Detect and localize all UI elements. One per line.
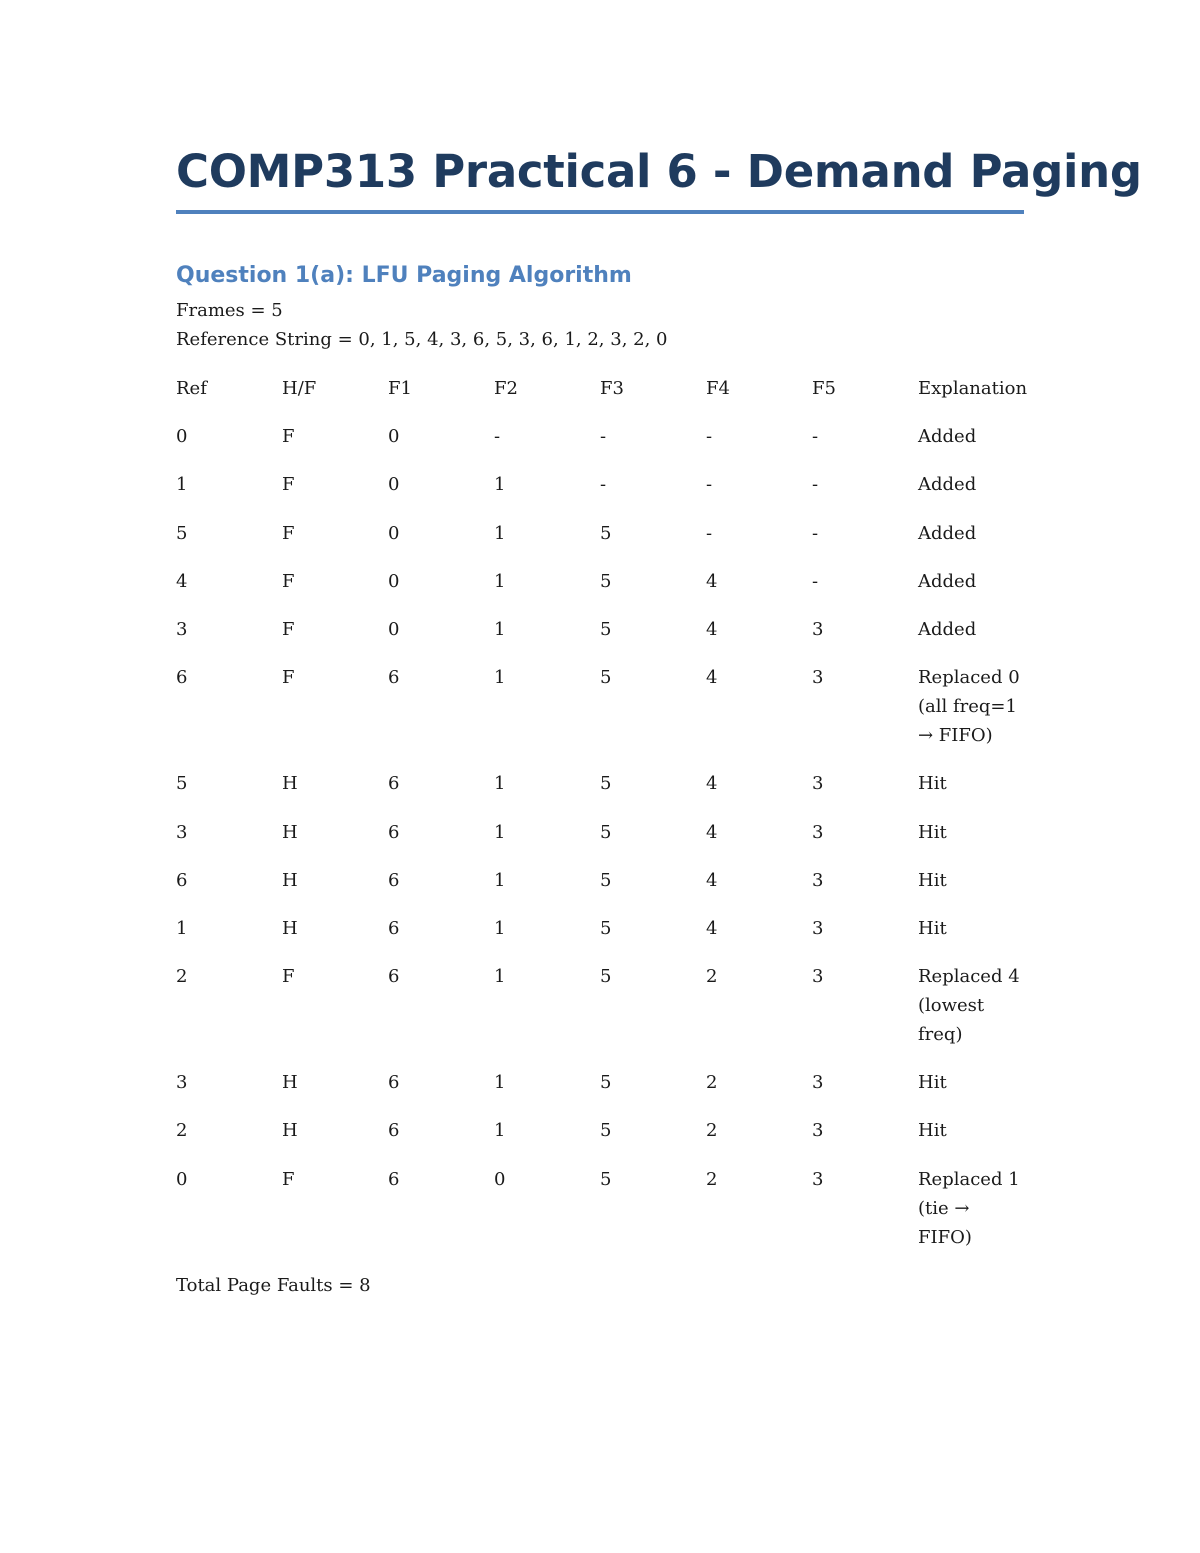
cell-frame-5: - [812,570,819,592]
cell-frame-5: 3 [812,1072,824,1094]
document-page [176,140,1142,1318]
table-row [176,962,1024,1068]
paging-table [176,374,1028,1271]
cell-frame-2: 1 [494,773,506,795]
cell-frame-1: 6 [388,1072,400,1094]
cell-frame-1: 6 [388,773,400,795]
cell-frame-3: - [600,426,607,448]
cell-frame-4: - [706,426,713,448]
cell-frame-1: 6 [388,1168,400,1190]
cell-frame-4: 4 [706,570,718,592]
cell-frame-5: - [812,474,819,496]
header-ref: Ref [176,378,207,399]
cell-frame-1: 6 [388,821,400,843]
cell-frame-4: 2 [706,966,718,988]
cell-ref: 0 [176,426,188,448]
cell-frame-1: 6 [388,869,400,891]
cell-explanation: Hit [918,869,947,891]
table-row [176,663,1024,769]
cell-frame-3: 5 [600,966,612,988]
cell-ref: 3 [176,1072,188,1094]
cell-frame-3: 5 [600,667,612,689]
header-frame-1: F1 [388,378,412,399]
cell-frame-1: 6 [388,667,400,689]
cell-frame-4: 4 [706,618,718,640]
header-explanation: Explanation [918,378,1028,399]
cell-hit-fault: H [282,869,298,891]
cell-hit-fault: H [282,1120,298,1142]
header-frame-4: F4 [706,378,730,399]
table-row [176,769,1024,817]
cell-frame-2: 0 [494,1168,506,1190]
cell-explanation: Added [918,426,977,448]
cell-frame-4: - [706,522,713,544]
question-info [176,296,1024,354]
cell-frame-4: 4 [706,869,718,891]
cell-explanation: Added [918,522,977,544]
cell-frame-1: 0 [388,618,400,640]
cell-frame-5: 3 [812,773,824,795]
table-row [176,519,1024,567]
cell-frame-4: 2 [706,1168,718,1190]
cell-hit-fault: F [282,570,295,592]
cell-ref: 2 [176,1120,188,1142]
header-hit-fault: H/F [282,378,317,399]
cell-frame-4: 4 [706,773,718,795]
cell-frame-1: 0 [388,570,400,592]
cell-frame-5: 3 [812,667,824,689]
cell-hit-fault: H [282,917,298,939]
cell-frame-1: 6 [388,1120,400,1142]
cell-frame-1: 0 [388,474,400,496]
cell-explanation: Added [918,474,977,496]
cell-frame-3: - [600,474,607,496]
cell-frame-5: 3 [812,966,824,988]
cell-frame-4: 2 [706,1072,718,1094]
cell-frame-5: 3 [812,821,824,843]
cell-ref: 3 [176,618,188,640]
cell-hit-fault: F [282,618,295,640]
cell-ref: 5 [176,522,188,544]
cell-hit-fault: F [282,522,295,544]
cell-frame-5: 3 [812,1120,824,1142]
cell-frame-3: 5 [600,917,612,939]
cell-ref: 6 [176,667,188,689]
cell-frame-3: 5 [600,618,612,640]
cell-frame-2: 1 [494,869,506,891]
cell-hit-fault: F [282,1168,295,1190]
cell-ref: 1 [176,474,188,496]
cell-frame-2: 1 [494,1072,506,1094]
total-page-faults: Total Page Faults = 8 [176,1274,371,1296]
table-row [176,818,1024,866]
cell-frame-2: 1 [494,618,506,640]
cell-frame-1: 0 [388,426,400,448]
table-row [176,615,1024,663]
cell-ref: 5 [176,773,188,795]
header-frame-5: F5 [812,378,836,399]
cell-frame-2: 1 [494,966,506,988]
cell-frame-3: 5 [600,869,612,891]
table-header-row [176,374,1024,422]
cell-hit-fault: H [282,821,298,843]
cell-hit-fault: F [282,426,295,448]
cell-ref: 6 [176,869,188,891]
table-body [176,422,1024,1271]
cell-explanation: Hit [918,1072,947,1094]
cell-frame-5: 3 [812,917,824,939]
cell-frame-2: 1 [494,821,506,843]
cell-ref: 3 [176,821,188,843]
cell-frame-3: 5 [600,821,612,843]
table-row [176,866,1024,914]
cell-explanation: Hit [918,917,947,939]
table-row [176,1116,1024,1164]
cell-frame-5: - [812,522,819,544]
table-row [176,1165,1024,1271]
cell-ref: 1 [176,917,188,939]
cell-hit-fault: H [282,1072,298,1094]
cell-frame-5: 3 [812,1168,824,1190]
cell-hit-fault: F [282,667,295,689]
document-title: COMP313 Practical 6 - Demand Paging [176,140,1024,214]
cell-frame-2: 1 [494,474,506,496]
cell-frame-3: 5 [600,1168,612,1190]
cell-frame-5: 3 [812,869,824,891]
reference-string-line: Reference String = 0, 1, 5, 4, 3, 6, 5, 3, 6, 1, 2, 3, 2, 0 [176,329,668,350]
cell-frame-4: 4 [706,667,718,689]
cell-frame-1: 0 [388,522,400,544]
section-heading: Question 1(a): LFU Paging Algorithm [176,263,632,288]
cell-ref: 4 [176,570,188,592]
cell-frame-2: - [494,426,501,448]
cell-explanation: Added [918,618,977,640]
cell-frame-5: 3 [812,618,824,640]
cell-frame-4: 4 [706,917,718,939]
cell-hit-fault: F [282,966,295,988]
table-row [176,1068,1024,1116]
cell-frame-5: - [812,426,819,448]
cell-frame-1: 6 [388,966,400,988]
cell-ref: 0 [176,1168,188,1190]
table-row [176,422,1024,470]
cell-frame-3: 5 [600,1072,612,1094]
cell-frame-4: 2 [706,1120,718,1142]
cell-explanation: Replaced 0 (all freq=1 → FIFO) [918,667,1020,747]
header-frame-3: F3 [600,378,624,399]
cell-hit-fault: H [282,773,298,795]
cell-frame-4: - [706,474,713,496]
cell-frame-2: 1 [494,522,506,544]
cell-explanation: Replaced 4 (lowest freq) [918,966,1020,1046]
cell-ref: 2 [176,966,188,988]
frames-line: Frames = 5 [176,300,283,321]
cell-hit-fault: F [282,474,295,496]
cell-frame-2: 1 [494,1120,506,1142]
table-row [176,914,1024,962]
table-row [176,470,1024,518]
cell-frame-3: 5 [600,773,612,795]
cell-frame-2: 1 [494,667,506,689]
cell-explanation: Hit [918,821,947,843]
cell-frame-3: 5 [600,570,612,592]
cell-frame-1: 6 [388,917,400,939]
cell-explanation: Replaced 1 (tie → FIFO) [918,1168,1020,1248]
cell-explanation: Hit [918,1120,947,1142]
table-row [176,567,1024,615]
cell-frame-2: 1 [494,570,506,592]
cell-frame-4: 4 [706,821,718,843]
cell-frame-3: 5 [600,522,612,544]
cell-explanation: Added [918,570,977,592]
header-frame-2: F2 [494,378,518,399]
cell-explanation: Hit [918,773,947,795]
cell-frame-2: 1 [494,917,506,939]
cell-frame-3: 5 [600,1120,612,1142]
